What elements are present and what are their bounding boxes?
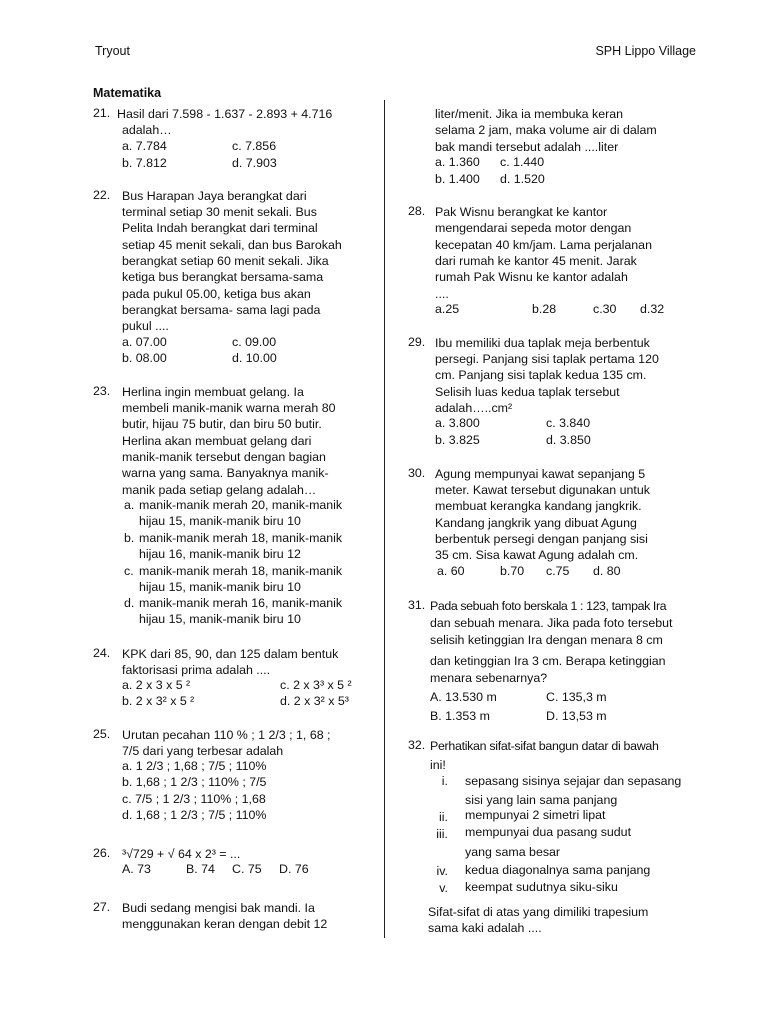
question-text: adalah…..cm² bbox=[435, 401, 513, 415]
option-a: A. 13.530 m bbox=[430, 690, 497, 704]
option-c-cont: hijau 15, manik-manik biru 10 bbox=[139, 580, 301, 594]
question-text: Selisih luas kedua taplak tersebut bbox=[435, 385, 620, 399]
question-text: Agung mempunyai kawat sepanjang 5 bbox=[435, 467, 646, 481]
property-item: kedua diagonalnya sama panjang bbox=[465, 863, 651, 877]
option-c: c.30 bbox=[593, 302, 617, 316]
question-number: 25. bbox=[93, 727, 111, 741]
question-text: terminal setiap 30 menit sekali. Bus bbox=[122, 205, 317, 219]
property-item-cont: sisi yang lain sama panjang bbox=[465, 793, 618, 807]
question-text: berangkat setiap 60 menit sekali. Jika bbox=[122, 254, 329, 268]
question-text: Hasil dari 7.598 - 1.637 - 2.893 + 4.716 bbox=[117, 107, 333, 121]
question-text: ketiga bus berangkat bersama-sama bbox=[122, 270, 324, 284]
option-b: b.28 bbox=[532, 302, 557, 316]
question-number: 24. bbox=[93, 646, 111, 660]
option-a: a. 1.360 bbox=[435, 155, 480, 169]
option-c: c. 2 x 3³ x 5 ² bbox=[280, 678, 352, 692]
option-b: b. 08.00 bbox=[122, 351, 167, 365]
question-text: pada pukul 05.00, ketiga bus akan bbox=[122, 287, 311, 301]
question-text: meter. Kawat tersebut digunakan untuk bbox=[435, 483, 650, 497]
question-number: 22. bbox=[93, 188, 111, 202]
question-text: liter/menit. Jika ia membuka keran bbox=[435, 107, 623, 121]
option-d: d. 1.520 bbox=[500, 172, 545, 186]
option-b: B. 1.353 m bbox=[430, 709, 490, 723]
option-a: a. 2 x 3 x 5 ² bbox=[122, 678, 191, 692]
option-d: D. 76 bbox=[279, 862, 309, 876]
question-text: 35 cm. Sisa kawat Agung adalah cm. bbox=[435, 548, 639, 562]
question-text: Herlina akan membuat gelang dari bbox=[122, 434, 312, 448]
option-c: c. 7.856 bbox=[232, 139, 277, 153]
question-text: bak mandi tersebut adalah ....liter bbox=[435, 140, 619, 154]
option-c: c. 09.00 bbox=[232, 335, 277, 349]
option-letter: b. bbox=[124, 531, 135, 545]
option-b: b. 1,68 ; 1 2/3 ; 110% ; 7/5 bbox=[122, 775, 267, 789]
question-text: selama 2 jam, maka volume air di dalam bbox=[435, 123, 657, 137]
question-number: 28. bbox=[408, 204, 426, 218]
question-text: Budi sedang mengisi bak mandi. Ia bbox=[122, 901, 315, 915]
property-item-cont: yang sama besar bbox=[465, 845, 561, 859]
question-number: 27. bbox=[93, 900, 111, 914]
question-text: cm. Panjang sisi taplak kedua 135 cm. bbox=[435, 368, 647, 382]
question-text: berbentuk persegi dengan panjang sisi bbox=[435, 532, 648, 546]
column-divider bbox=[384, 100, 385, 938]
question-text: Sifat-sifat di atas yang dimiliki trapesium bbox=[428, 905, 649, 919]
option-b: B. 74 bbox=[186, 862, 215, 876]
option-a: a. 1 2/3 ; 1,68 ; 7/5 ; 110% bbox=[122, 759, 267, 773]
question-text: Pada sebuah foto berskala 1 : 123, tampak Ira bbox=[430, 599, 667, 613]
option-a: a. 7.784 bbox=[122, 139, 167, 153]
question-text: KPK dari 85, 90, dan 125 dalam bentuk bbox=[122, 647, 339, 661]
option-d: D. 13,53 m bbox=[546, 709, 607, 723]
roman-numeral: v. bbox=[439, 881, 448, 895]
roman-numeral: ii. bbox=[439, 810, 448, 824]
question-number: 21. bbox=[93, 106, 111, 120]
question-text: faktorisasi prima adalah .... bbox=[122, 663, 271, 677]
question-text: selisih ketinggian Ira dengan menara 8 cm bbox=[430, 633, 663, 647]
question-text: dan sebuah menara. Jika pada foto tersebut bbox=[430, 616, 673, 630]
option-b: b. 7.812 bbox=[122, 156, 167, 170]
option-b: b.70 bbox=[500, 564, 525, 578]
property-item: keempat sudutnya siku-siku bbox=[465, 880, 618, 894]
option-b: manik-manik merah 18, manik-manik bbox=[139, 531, 343, 545]
question-text: manik-manik tersebut dengan bagian bbox=[122, 450, 326, 464]
question-text: manik pada setiap gelang adalah… bbox=[122, 483, 317, 497]
roman-numeral: iv. bbox=[436, 864, 448, 878]
option-d: d. 7.903 bbox=[232, 156, 277, 170]
property-item: sepasang sisinya sejajar dan sepasang bbox=[465, 774, 682, 788]
question-text: ³√729 + √ 64 x 2³ = ... bbox=[122, 847, 241, 861]
question-text: Pak Wisnu berangkat ke kantor bbox=[435, 205, 608, 219]
question-number: 32. bbox=[408, 738, 426, 752]
question-text: 7/5 dari yang terbesar adalah bbox=[122, 744, 284, 758]
question-text: kecepatan 40 km/jam. Lama perjalanan bbox=[435, 238, 652, 252]
property-item: mempunyai dua pasang sudut bbox=[465, 825, 632, 839]
roman-numeral: i. bbox=[441, 774, 448, 788]
option-b: b. 2 x 3² x 5 ² bbox=[122, 694, 195, 708]
question-text: Urutan pecahan 110 % ; 1 2/3 ; 1, 68 ; bbox=[122, 728, 331, 742]
option-a: a. 07.00 bbox=[122, 335, 167, 349]
question-text: sama kaki adalah .... bbox=[428, 921, 542, 935]
option-b: b. 1.400 bbox=[435, 172, 480, 186]
option-a: a. 60 bbox=[437, 564, 465, 578]
option-d: d. 3.850 bbox=[546, 433, 591, 447]
option-b: b. 3.825 bbox=[435, 433, 480, 447]
question-text: dan ketinggian Ira 3 cm. Berapa ketinggian bbox=[430, 654, 666, 668]
option-a: a.25 bbox=[435, 302, 460, 316]
option-a: manik-manik merah 20, manik-manik bbox=[139, 498, 343, 512]
option-c: c. 3.840 bbox=[546, 416, 591, 430]
option-d: d. 2 x 3² x 5³ bbox=[280, 694, 349, 708]
header-right: SPH Lippo Village bbox=[595, 44, 696, 58]
roman-numeral: iii. bbox=[436, 827, 448, 841]
question-text: setiap 45 menit sekali, dan bus Barokah bbox=[122, 238, 342, 252]
question-number: 26. bbox=[93, 846, 111, 860]
question-number: 23. bbox=[93, 384, 111, 398]
question-text: menara sebenarnya? bbox=[430, 671, 548, 685]
question-text: Kandang jangkrik yang dibuat Agung bbox=[435, 516, 637, 530]
question-number: 30. bbox=[408, 466, 426, 480]
option-c: c.75 bbox=[546, 564, 570, 578]
question-text: warna yang sama. Banyaknya manik- bbox=[122, 466, 329, 480]
question-text: persegi. Panjang sisi taplak pertama 120 bbox=[435, 352, 659, 366]
question-text: menggunakan keran dengan debit 12 bbox=[122, 917, 328, 931]
question-text: .... bbox=[435, 287, 449, 301]
option-c: c. 1.440 bbox=[500, 155, 545, 169]
option-d: d. 1,68 ; 1 2/3 ; 7/5 ; 110% bbox=[122, 808, 267, 822]
option-d: d.32 bbox=[640, 302, 665, 316]
question-text: ini! bbox=[430, 758, 446, 772]
question-text: Ibu memiliki dua taplak meja berbentuk bbox=[435, 336, 650, 350]
question-text: membeli manik-manik warna merah 80 bbox=[122, 401, 336, 415]
option-c: c. 7/5 ; 1 2/3 ; 110% ; 1,68 bbox=[122, 792, 266, 806]
option-d: manik-manik merah 16, manik-manik bbox=[139, 596, 343, 610]
question-text: mengendarai sepeda motor dengan bbox=[435, 221, 632, 235]
option-a: A. 73 bbox=[122, 862, 151, 876]
question-text: rumah Pak Wisnu ke kantor adalah bbox=[435, 270, 628, 284]
option-letter: a. bbox=[124, 498, 135, 512]
question-text: Herlina ingin membuat gelang. Ia bbox=[122, 385, 304, 399]
question-text: Pelita Indah berangkat dari terminal bbox=[122, 221, 318, 235]
option-c: C. 75 bbox=[232, 862, 262, 876]
option-b-cont: hijau 16, manik-manik biru 12 bbox=[139, 547, 301, 561]
question-text: adalah… bbox=[122, 123, 172, 137]
header-left: Tryout bbox=[95, 44, 130, 58]
option-d: d. 80 bbox=[593, 564, 621, 578]
question-text: pukul .... bbox=[122, 319, 169, 333]
option-a: a. 3.800 bbox=[435, 416, 480, 430]
option-d: d. 10.00 bbox=[232, 351, 277, 365]
option-a-cont: hijau 15, manik-manik biru 10 bbox=[139, 514, 301, 528]
property-item: mempunyai 2 simetri lipat bbox=[465, 808, 606, 822]
question-text: butir, hijau 75 butir, dan biru 50 butir. bbox=[122, 417, 322, 431]
option-letter: c. bbox=[124, 564, 134, 578]
option-letter: d. bbox=[124, 596, 135, 610]
question-number: 31. bbox=[408, 598, 426, 612]
question-text: membuat kerangka kandang jangkrik. bbox=[435, 499, 642, 513]
question-text: dari rumah ke kantor 45 menit. Jarak bbox=[435, 254, 637, 268]
option-d-cont: hijau 15, manik-manik biru 10 bbox=[139, 612, 301, 626]
question-number: 29. bbox=[408, 335, 426, 349]
subject-title: Matematika bbox=[93, 86, 162, 100]
question-text: Bus Harapan Jaya berangkat dari bbox=[122, 189, 307, 203]
question-text: Perhatikan sifat-sifat bangun datar di bawah bbox=[430, 739, 659, 753]
option-c: C. 135,3 m bbox=[546, 690, 607, 704]
question-text: berangkat bersama- sama lagi pada bbox=[122, 303, 321, 317]
option-c: manik-manik merah 18, manik-manik bbox=[139, 564, 343, 578]
